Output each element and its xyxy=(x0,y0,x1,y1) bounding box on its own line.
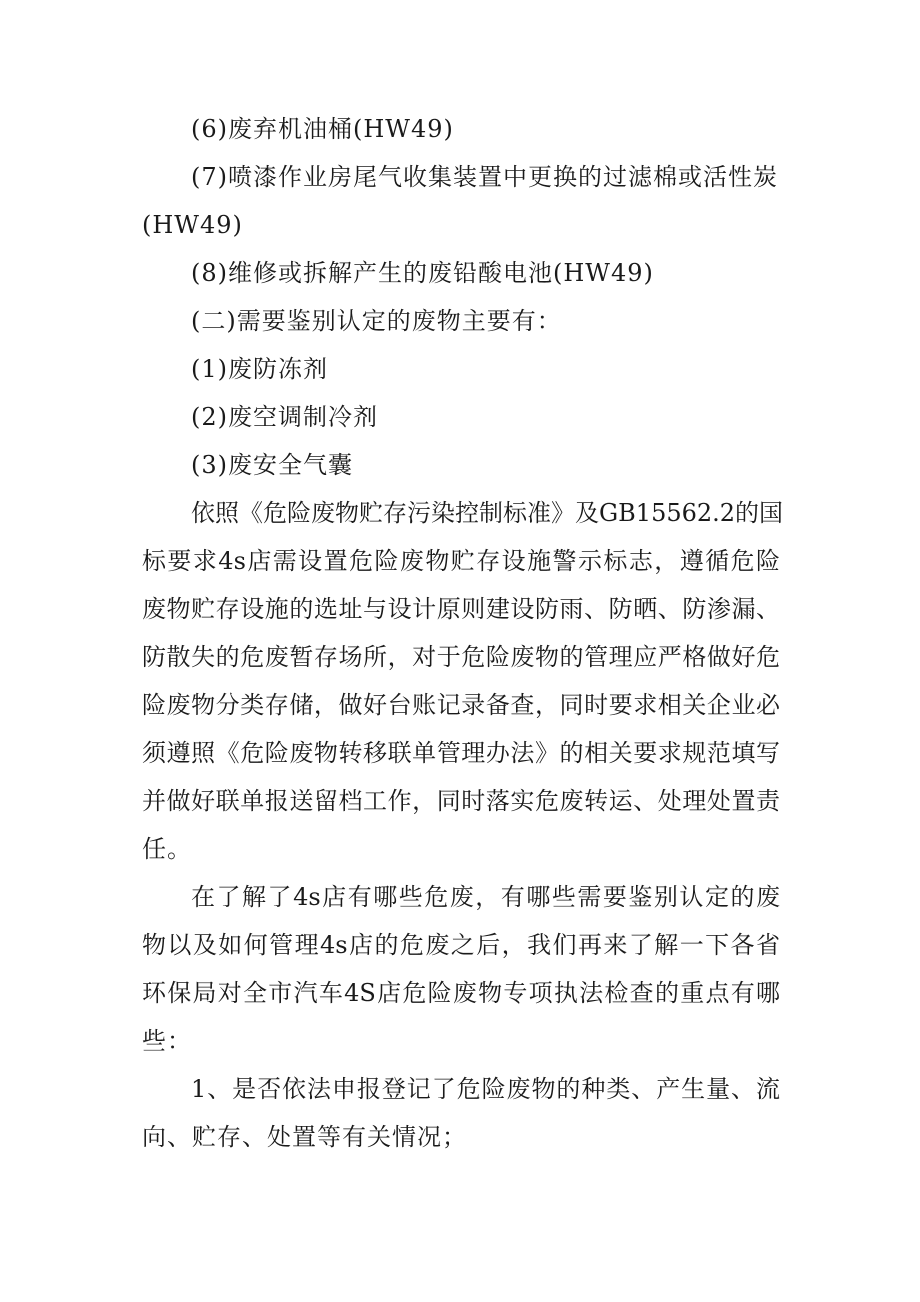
paragraph-line: 防散失的危废暂存场所，对于危险废物的管理应严格做好危 xyxy=(142,643,780,671)
list-item-7: (7)喷漆作业房尾气收集装置中更换的过滤棉或活性炭 xyxy=(191,163,778,191)
paragraph-line: 向、贮存、处置等有关情况； xyxy=(142,1123,467,1151)
paragraph-line: 废物贮存设施的选址与设计原则建设防雨、防晒、防渗漏、 xyxy=(142,595,780,623)
list-item-3: (3)废安全气囊 xyxy=(191,451,353,479)
paragraph-line: 在了解了4s店有哪些危废，有哪些需要鉴别认定的废 xyxy=(191,883,780,911)
paragraph-line: 险废物分类存储，做好台账记录备查，同时要求相关企业必 xyxy=(142,691,780,719)
paragraph-line: 些： xyxy=(142,1027,192,1055)
paragraph-line: 物以及如何管理4s店的危废之后，我们再来了解一下各省 xyxy=(142,931,780,959)
list-item-2: (2)废空调制冷剂 xyxy=(191,403,378,431)
list-item-1: (1)废防冻剂 xyxy=(191,355,328,383)
paragraph-line: 并做好联单报送留档工作，同时落实危废转运、处理处置责 xyxy=(142,787,780,815)
section-heading: (二)需要鉴别认定的废物主要有： xyxy=(191,307,562,335)
paragraph-line: 标要求4s店需设置危险废物贮存设施警示标志，遵循危险 xyxy=(142,547,780,575)
paragraph-line: 环保局对全市汽车4S店危险废物专项执法检查的重点有哪 xyxy=(142,979,780,1007)
list-item-8: (8)维修或拆解产生的废铅酸电池(HW49) xyxy=(191,259,654,287)
list-item-7-continued: (HW49) xyxy=(142,211,243,239)
paragraph-line: 须遵照《危险废物转移联单管理办法》的相关要求规范填写 xyxy=(142,739,780,767)
paragraph-line: 依照《危险废物贮存污染控制标准》及GB15562.2的国 xyxy=(191,499,784,527)
paragraph-line: 1、是否依法申报登记了危险废物的种类、产生量、流 xyxy=(191,1075,780,1103)
list-item-6: (6)废弃机油桶(HW49) xyxy=(191,115,454,143)
paragraph-line: 任。 xyxy=(142,835,192,863)
